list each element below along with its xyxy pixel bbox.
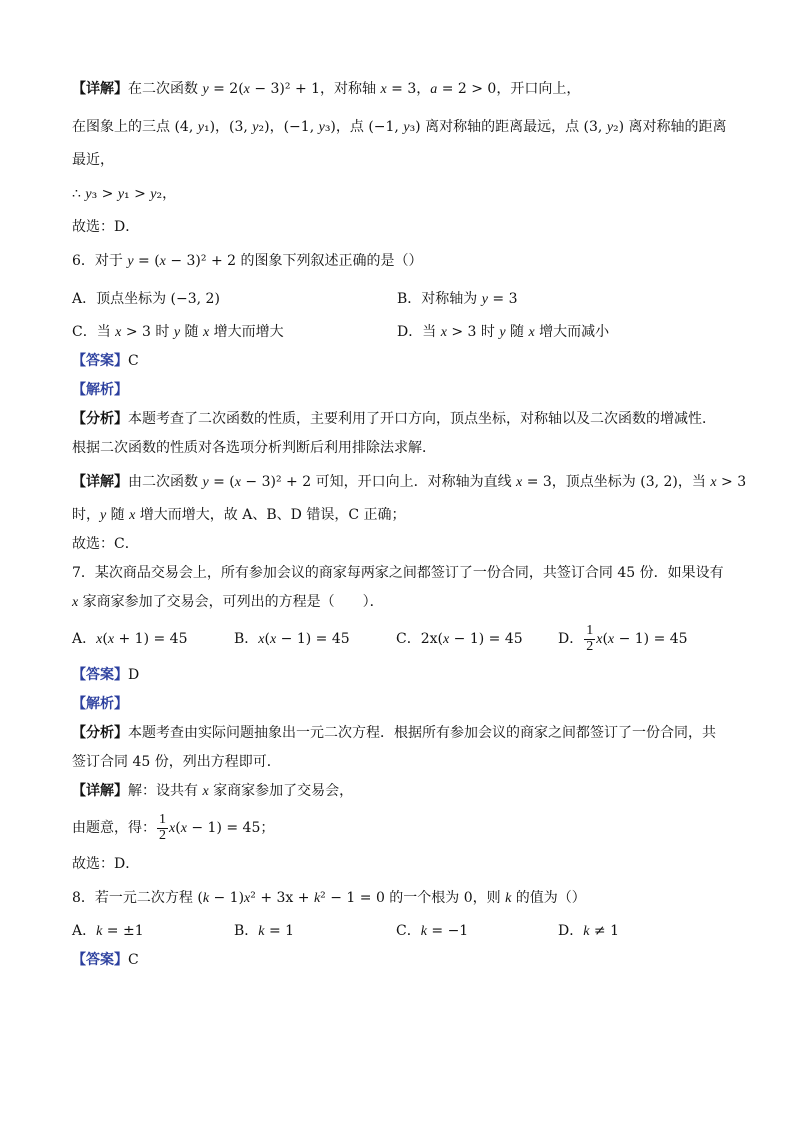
line-content: 本题考查由实际问题抽象出一元二次方程．根据所有参加会议的商家之间都签订了一份合同，共 (128, 725, 716, 741)
option-d: D． $\frac{1}{2}$ x(x − 1) = 45 (558, 622, 688, 654)
document-page (72, 70, 747, 975)
line-content: 签订合同 45 份，列出方程即可． (72, 754, 281, 770)
line-content: 由题意，得： $\frac{1}{2}$ x(x − 1) = 45； (72, 811, 275, 843)
options-row (72, 917, 722, 946)
question-stem (72, 879, 722, 917)
section-tag: 【解析】 (72, 696, 128, 712)
option-a: C．当 x > 3 时 y 随 x 增大而增大 (72, 324, 284, 340)
fraction-one-half: $\frac{1}{2}$ (159, 811, 166, 843)
text-line (72, 748, 722, 777)
options-row (72, 617, 722, 661)
options-row (72, 280, 722, 318)
section-tag: 【详解】 (72, 783, 128, 799)
option-a: A．x(x + 1) = 45 (72, 631, 188, 647)
line-content: 故选：D． (72, 856, 140, 872)
option-b: B．x(x − 1) = 45 (234, 631, 350, 647)
line-content: 6．对于 y = (x − 3)² + 2 的图象下列叙述正确的是（） (72, 253, 423, 269)
line-content: x 家商家参加了交易会，可列出的方程是（ ）． (72, 594, 384, 610)
section-tag: 【答案】 (72, 353, 128, 369)
line-content: 解：设共有 x 家商家参加了交易会， (128, 783, 354, 799)
option-c: C．2x(x − 1) = 45 (396, 631, 523, 647)
text-line (72, 463, 747, 501)
text-line (72, 661, 722, 690)
section-tag: 【详解】 (72, 474, 128, 490)
text-line (72, 213, 722, 242)
section-tag: 【详解】 (72, 81, 128, 97)
text-line (72, 806, 722, 850)
option-d: D．k ≠ 1 (558, 923, 619, 939)
option-b: B．对称轴为 y = 3 (397, 291, 518, 307)
fraction-one-half: $\frac{1}{2}$ (586, 622, 594, 654)
line-content: ∴ y₃ > y₁ > y₂， (72, 186, 177, 202)
line-content: 根据二次函数的性质对各选项分析判断后利用排除法求解． (72, 440, 436, 456)
options-row (72, 318, 722, 347)
option-b: B．k = 1 (234, 923, 295, 939)
section-tag: 【解析】 (72, 382, 128, 398)
text-line (72, 376, 722, 405)
option-a: A．顶点坐标为 (−3, 2) (72, 291, 220, 307)
line-content: C (128, 353, 139, 369)
question-stem (72, 559, 722, 588)
text-line (72, 588, 722, 617)
line-content: 本题考查了二次函数的性质，主要利用了开口方向，顶点坐标，对称轴以及二次函数的增减性． (128, 411, 716, 427)
line-content: 时，y 随 x 增大而增大，故 A、B、D 错误，C 正确； (72, 507, 406, 523)
text-line (72, 108, 727, 146)
section-tag: 【分析】 (72, 725, 128, 741)
text-line (72, 530, 722, 559)
text-line (72, 719, 722, 748)
section-tag: 【答案】 (72, 952, 128, 968)
option-b: D．当 x > 3 时 y 随 x 增大而减小 (397, 324, 610, 340)
text-line (72, 777, 722, 806)
line-content: 在二次函数 y = 2(x − 3)² + 1，对称轴 x = 3，a = 2 > 0，开口向上， (128, 81, 581, 97)
line-content: 由二次函数 y = (x − 3)² + 2 可知，开口向上．对称轴为直线 x = 3，顶点坐标为 (3, 2)，当 x > 3 (128, 474, 747, 490)
line-content: 7．某次商品交易会上，所有参加会议的商家每两家之间都签订了一份合同，共签订合同 45 份．如果设有 (72, 565, 724, 581)
text-line (72, 146, 722, 175)
line-content: C (128, 952, 139, 968)
text-line (72, 70, 722, 108)
line-content: 故选：C． (72, 536, 139, 552)
line-content: 最近， (72, 152, 114, 168)
section-tag: 【答案】 (72, 667, 128, 683)
option-a: A．k = ±1 (72, 923, 144, 939)
text-line (72, 501, 722, 530)
text-line (72, 175, 722, 213)
line-content: 故选：D． (72, 219, 140, 235)
text-line (72, 690, 722, 719)
text-line (72, 946, 722, 975)
section-tag: 【分析】 (72, 411, 128, 427)
question-stem (72, 242, 722, 280)
option-c: C．k = −1 (396, 923, 469, 939)
line-content: 在图象上的三点 (4, y₁)，(3, y₂)，(−1, y₃)，点 (−1, y₃) 离对称轴的距离最远，点 (3, y₂) 离对称轴的距离 (72, 119, 727, 135)
text-line (72, 850, 722, 879)
text-line (72, 347, 722, 376)
text-line (72, 434, 722, 463)
line-content: D (128, 667, 140, 683)
text-line (72, 405, 722, 434)
line-content: 8．若一元二次方程 (k − 1)x² + 3x + k² − 1 = 0 的一个根为 0，则 k 的值为（） (72, 890, 586, 906)
